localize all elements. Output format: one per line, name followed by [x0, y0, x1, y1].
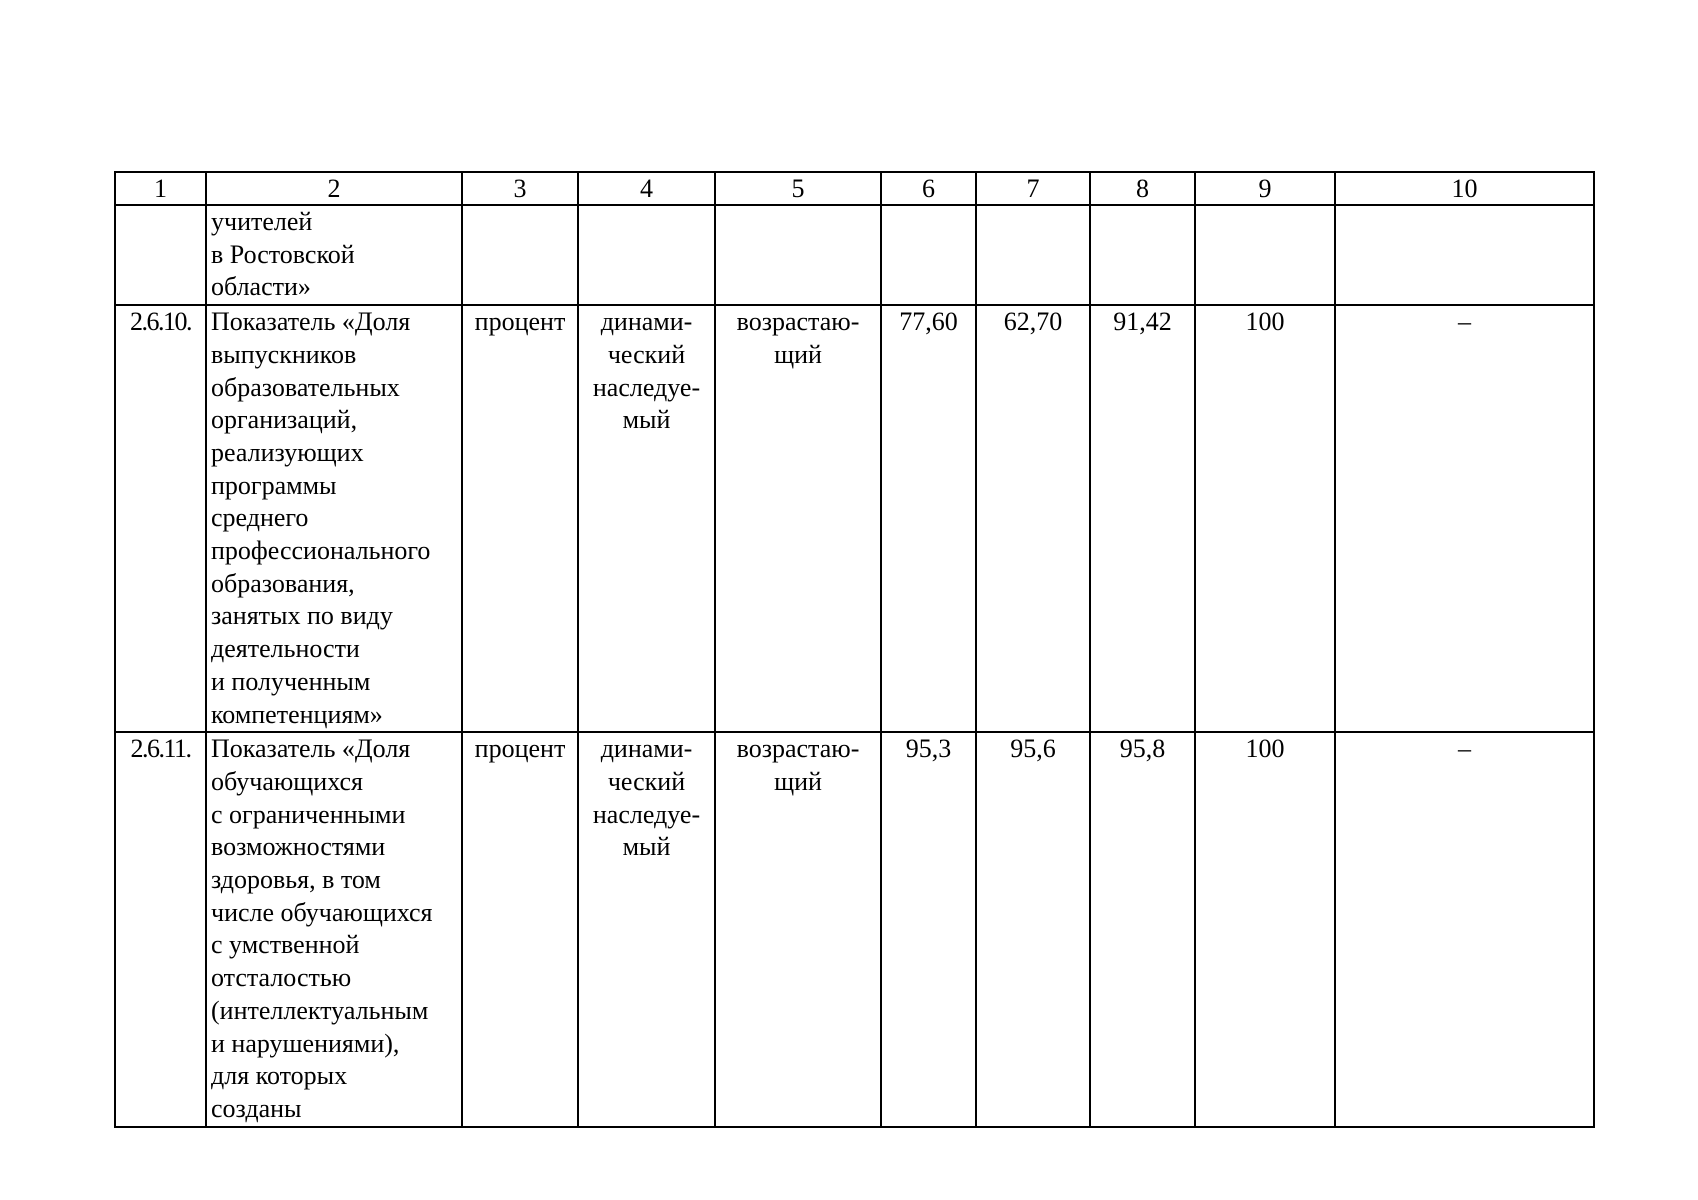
value-col-7 — [976, 205, 1090, 305]
value-col-10: – — [1335, 305, 1594, 732]
indicator-type: динами- ческий наследуе- мый — [578, 732, 715, 1126]
value-col-8 — [1090, 205, 1195, 305]
column-number-9: 9 — [1195, 172, 1335, 205]
column-number-row — [115, 172, 1594, 205]
indicator-table — [114, 171, 1595, 1128]
value-col-9: 100 — [1195, 732, 1335, 1126]
indicator-direction: возрастаю- щий — [715, 305, 881, 732]
column-number-7: 7 — [976, 172, 1090, 205]
indicator-name: Показатель «Доля обучающихся с ограниченными возможностями здоровья, в том числе обучающихся с умственной отсталостью (интеллектуальным и нарушениями), для которых созданы — [206, 732, 462, 1126]
indicator-unit: процент — [462, 305, 578, 732]
value-col-9 — [1195, 205, 1335, 305]
value-col-7: 62,70 — [976, 305, 1090, 732]
value-col-9: 100 — [1195, 305, 1335, 732]
value-col-6: 95,3 — [881, 732, 976, 1126]
table-row — [115, 732, 1594, 1126]
column-number-1: 1 — [115, 172, 206, 205]
column-number-5: 5 — [715, 172, 881, 205]
column-number-6: 6 — [881, 172, 976, 205]
value-col-10: – — [1335, 732, 1594, 1126]
table-row — [115, 205, 1594, 305]
indicator-number: 2.6.10. — [115, 305, 206, 732]
indicator-type: динами- ческий наследуе- мый — [578, 305, 715, 732]
column-number-4: 4 — [578, 172, 715, 205]
indicator-number — [115, 205, 206, 305]
indicator-unit: процент — [462, 732, 578, 1126]
indicator-number: 2.6.11. — [115, 732, 206, 1126]
value-col-7: 95,6 — [976, 732, 1090, 1126]
value-col-8: 95,8 — [1090, 732, 1195, 1126]
indicator-direction: возрастаю- щий — [715, 732, 881, 1126]
value-col-6 — [881, 205, 976, 305]
value-col-8: 91,42 — [1090, 305, 1195, 732]
value-col-10 — [1335, 205, 1594, 305]
indicator-direction — [715, 205, 881, 305]
indicator-unit — [462, 205, 578, 305]
indicator-name: Показатель «Доля выпускников образовательных организаций, реализующих программы среднего профессионального образования, занятых по виду деятельности и полученным компетенциям» — [206, 305, 462, 732]
indicator-type — [578, 205, 715, 305]
indicator-name: учителей в Ростовской области» — [206, 205, 462, 305]
value-col-6: 77,60 — [881, 305, 976, 732]
column-number-3: 3 — [462, 172, 578, 205]
column-number-10: 10 — [1335, 172, 1594, 205]
table-row — [115, 305, 1594, 732]
column-number-2: 2 — [206, 172, 462, 205]
column-number-8: 8 — [1090, 172, 1195, 205]
